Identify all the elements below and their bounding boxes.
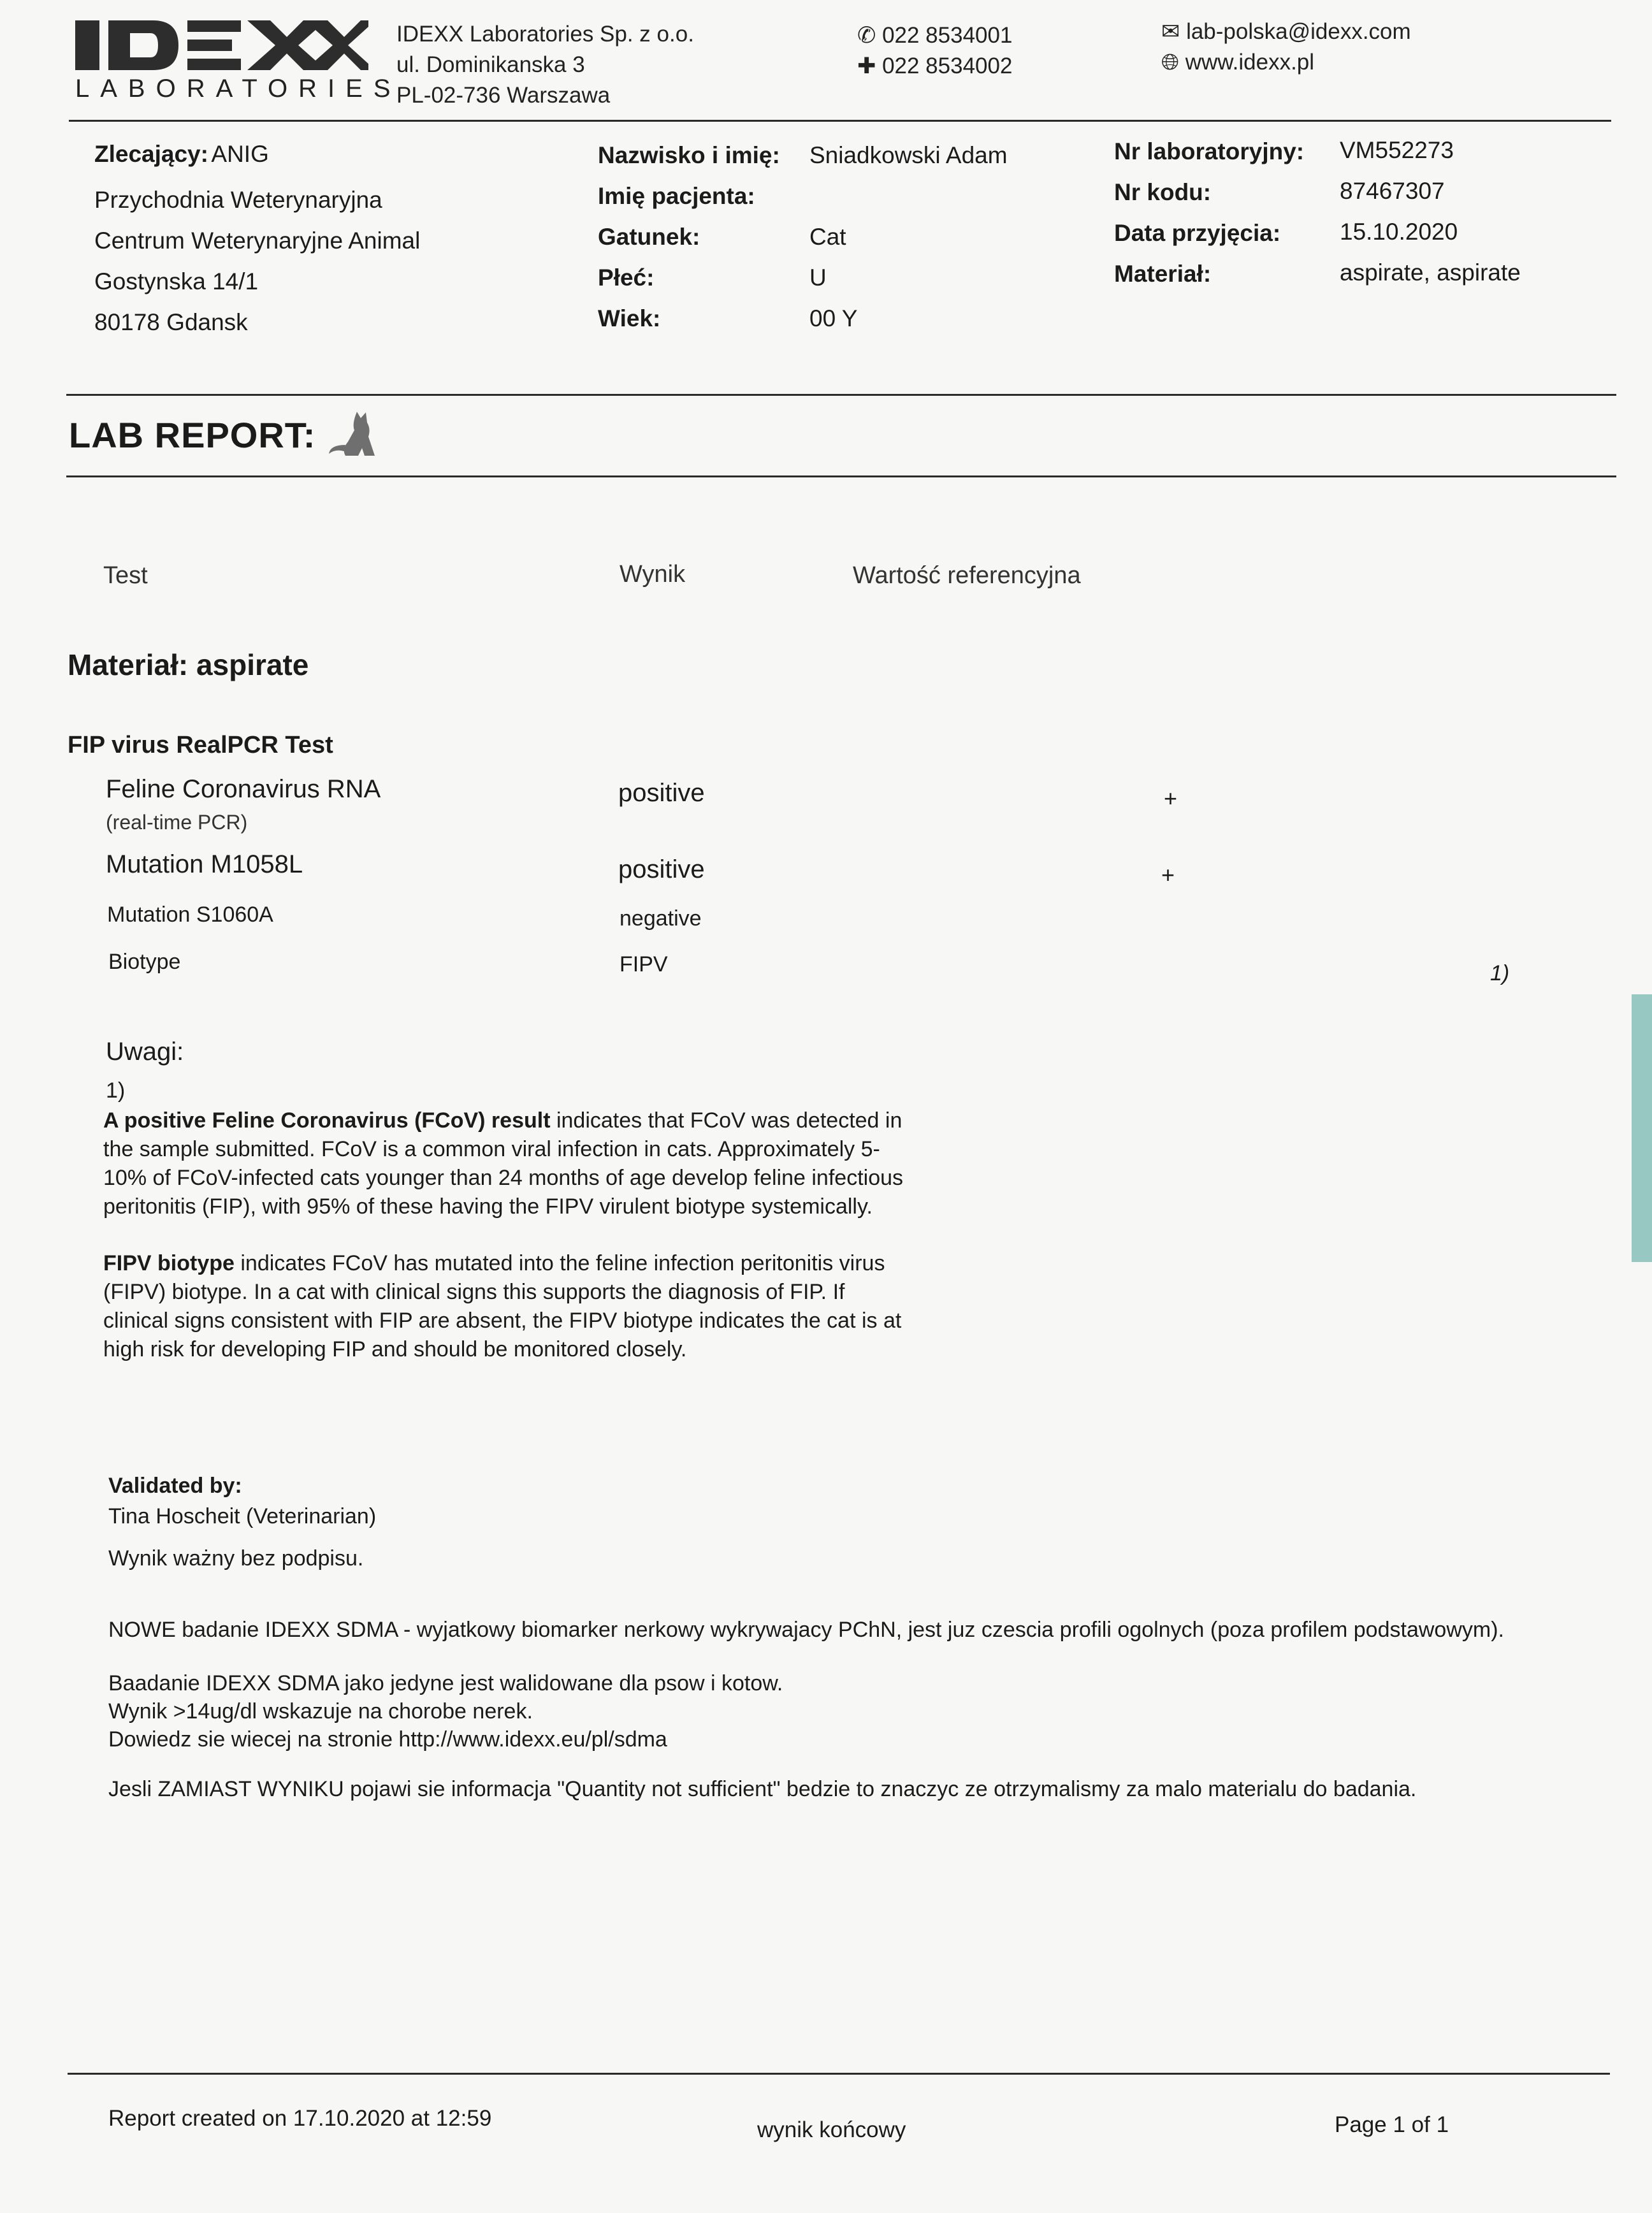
notes-heading: Uwagi:	[106, 1038, 184, 1066]
report-created: Report created on 17.10.2020 at 12:59	[108, 2106, 492, 2131]
note-fipv-text: indicates FCoV has mutated into the feline infection peritonitis virus (FIPV) biotype. In a cat with clinical signs this supports the diagnosis of FIP. If clinical signs consistent with FIP are absent, the FIPV biotype indicates the cat is at high risk for developing FIP and should be monitored closely.	[103, 1251, 902, 1361]
company-street: ul. Dominikanska 3	[396, 52, 585, 77]
code-value: 87467307	[1340, 178, 1445, 204]
validator-name: Tina Hoscheit (Veterinarian)	[108, 1504, 377, 1528]
fax-number: 022 8534002	[882, 54, 1013, 78]
note-fipv-bold: FIPV biotype	[103, 1251, 235, 1275]
sdma-info-line-4[interactable]: Dowiedz sie wiecej na stronie http://www.idexx.eu/pl/sdma	[108, 1727, 667, 1752]
lab-report-title: LAB REPORT:	[69, 415, 316, 455]
note-fcov-bold: A positive Feline Coronavirus (FCoV) result	[103, 1108, 551, 1133]
pet-name-label: Imię pacjenta:	[598, 183, 755, 209]
footer-divider	[68, 2073, 1610, 2075]
website-link[interactable]: www.idexx.pl	[1185, 50, 1315, 75]
logo-laboratories-text: LABORATORIES	[75, 75, 402, 103]
client-label: Zlecający:	[94, 141, 208, 167]
no-signature-note: Wynik ważny bez podpisu.	[108, 1546, 364, 1571]
test-method-fcov-rna: (real-time PCR)	[106, 811, 248, 834]
cat-icon	[325, 405, 382, 463]
email-web-block	[1161, 17, 1411, 78]
company-city: PL-02-736 Warszawa	[396, 83, 611, 108]
note-fcov-paragraph	[103, 1106, 906, 1221]
sdma-info-line-3: Wynik >14ug/dl wskazuje na chorobe nerek.	[108, 1699, 533, 1723]
pet-name-value	[809, 176, 1008, 217]
test-name-fcov-rna: Feline Coronavirus RNA	[106, 775, 381, 803]
test-name-biotype: Biotype	[108, 950, 181, 974]
result-fcov-rna: positive	[618, 779, 705, 807]
lab-labels	[1114, 131, 1304, 294]
age-label: Wiek:	[598, 305, 661, 331]
lab-number-value: VM552273	[1340, 137, 1454, 163]
column-result-header: Wynik	[620, 561, 686, 588]
species-value: Cat	[809, 224, 846, 250]
result-m1058l: positive	[618, 855, 705, 883]
material-section-title: Materiał: aspirate	[68, 648, 309, 681]
flag-fcov-rna: +	[1164, 785, 1178, 811]
flag-m1058l: +	[1161, 862, 1175, 888]
company-name: IDEXX Laboratories Sp. z o.o.	[396, 22, 694, 47]
patient-values	[809, 135, 1008, 339]
species-label: Gatunek:	[598, 224, 700, 250]
lab-values	[1340, 130, 1521, 293]
email-link[interactable]: lab-polska@idexx.com	[1186, 19, 1411, 44]
received-date-value: 15.10.2020	[1340, 219, 1458, 245]
biotype-note-ref: 1)	[1490, 961, 1510, 985]
result-s1060a: negative	[620, 906, 702, 931]
age-value: 00 Y	[809, 305, 858, 331]
page-number: Page 1 of 1	[1335, 2112, 1449, 2137]
owner-name-value: Sniadkowski Adam	[809, 142, 1008, 168]
result-biotype: FIPV	[620, 952, 668, 976]
sex-label: Płeć:	[598, 265, 655, 291]
note-fcov-text: indicates that FCoV was detected in the sample submitted. FCoV is a common viral infection in cats. Approximately 5-10% of FCoV-infected cats younger than 24 months of age develop feline infectious peritonitis (FIP), with 95% of these having the FIPV virulent biotype systemically.	[103, 1108, 904, 1219]
idexx-logo-mark	[75, 19, 368, 71]
material-label: Materiał:	[1114, 261, 1212, 287]
teal-paper-edge	[1632, 994, 1652, 1262]
client-line-1: Przychodnia Weterynaryjna	[94, 187, 382, 213]
sex-value: U	[809, 265, 827, 291]
client-code: ANIG	[211, 141, 269, 167]
fax-icon: ✚	[857, 54, 876, 78]
owner-name-label: Nazwisko i imię:	[598, 142, 780, 168]
patient-labels	[598, 135, 780, 339]
mail-icon: ✉	[1161, 19, 1180, 44]
client-line-2: Centrum Weterynaryjne Animal	[94, 228, 421, 254]
report-status: wynik końcowy	[757, 2117, 906, 2142]
globe-icon: 🌐︎	[1161, 50, 1180, 75]
notes-marker: 1)	[106, 1078, 126, 1103]
phone-number: 022 8534001	[882, 23, 1013, 48]
header-divider	[69, 120, 1611, 122]
column-test-header: Test	[103, 562, 148, 589]
patient-divider	[66, 394, 1616, 396]
column-reference-header: Wartość referencyjna	[853, 562, 1081, 589]
received-date-label: Data przyjęcia:	[1114, 220, 1281, 246]
test-name-s1060a: Mutation S1060A	[107, 903, 273, 927]
validated-by-label: Validated by:	[108, 1474, 242, 1498]
note-fipv-paragraph	[103, 1249, 906, 1364]
phone-icon: ✆	[857, 23, 876, 48]
quantity-info-line: Jesli ZAMIAST WYNIKU pojawi sie informacja "Quantity not sufficient" bedzie to znaczyc ze otrzymalismy za malo materialu do badania.	[108, 1777, 1417, 1801]
material-value: aspirate, aspirate	[1340, 259, 1521, 286]
lab-number-label: Nr laboratoryjny:	[1114, 138, 1305, 164]
idexx-logo	[75, 19, 402, 103]
client-line-4: 80178 Gdansk	[94, 309, 248, 335]
client-block	[94, 134, 420, 343]
client-line-3: Gostynska 14/1	[94, 268, 259, 294]
test-name-m1058l: Mutation M1058L	[106, 850, 303, 878]
company-address	[396, 19, 694, 111]
test-group-title: FIP virus RealPCR Test	[68, 732, 333, 758]
sdma-info-line-2: Baadanie IDEXX SDMA jako jedyne jest walidowane dla psow i kotow.	[108, 1671, 783, 1695]
phone-block	[857, 20, 1012, 82]
sdma-info-line-1: NOWE badanie IDEXX SDMA - wyjatkowy biomarker nerkowy wykrywajacy PChN, jest juz czescia profili ogolnych (poza profilem podstawowym).	[108, 1618, 1504, 1642]
title-divider	[66, 475, 1616, 477]
code-label: Nr kodu:	[1114, 179, 1212, 205]
